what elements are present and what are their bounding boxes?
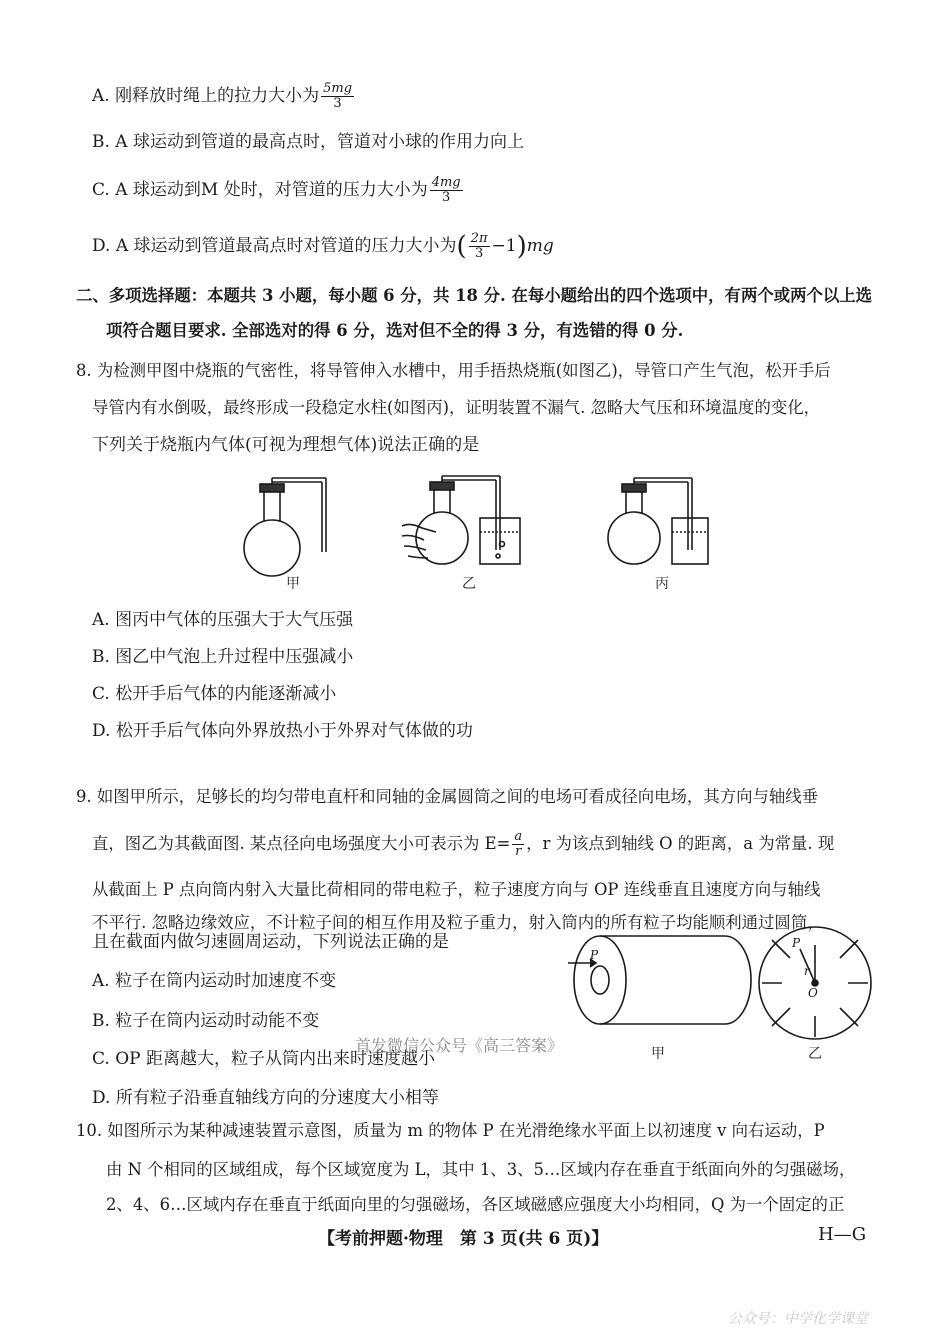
q9-fig-label-yi: 乙 [808,1046,822,1062]
q9-label-r: r [804,964,810,978]
q8-option-b: B. 图乙中气泡上升过程中压强减小 [92,647,354,667]
q7-option-b: B. A 球运动到管道的最高点时，管道对小球的作用力向上 [92,132,524,152]
q7-option-d-text: D. A 球运动到管道最高点时对管道的压力大小为 [92,236,457,256]
q10-stem-line3: 2、4、6…区域内存在垂直于纸面向里的匀强磁场，各区域磁感应强度大小均相同，Q 为一个固定的正 [106,1195,845,1214]
watermark-text: 首发微信公众号《高三答案》 [355,1036,564,1055]
q10-stem-line1: 10. 如图所示为某种减速装置示意图，质量为 m 的物体 P 在光滑绝缘水平面上以初速度 v 向右运动，P [76,1121,825,1140]
q7-option-c-text: C. A 球运动到M 处时，对管道的压力大小为 [92,180,428,200]
section2-heading-line1: 二、多项选择题：本题共 3 小题，每小题 6 分，共 18 分. 在每小题给出的四个选项中，有两个或两个以上选 [76,286,873,305]
q8-flask-bing [608,478,708,564]
q8-stem-line2: 导管内有水倒吸，最终形成一段稳定水柱(如图丙)，证明装置不漏气. 忽略大气压和环境温度的变化， [92,398,821,417]
q8-figure [230,470,710,590]
q7-option-d: D. A 球运动到管道最高点时对管道的压力大小为( $\frac{2\pi}{3}$ −1)mg [92,231,554,262]
q8-stem-line1: 8. 为检测甲图中烧瓶的气密性，将导管伸入水槽中，用手捂热烧瓶(如图乙)，导管口产生气泡，松开手后 [76,361,831,380]
q9-option-b: B. 粒子在筒内运动时动能不变 [92,1011,320,1031]
page-footer-code: H—G [818,1224,867,1245]
q9-stem-line4: 不平行. 忽略边缘效应，不计粒子间的相互作用及粒子重力，射入筒内的所有粒子均能顺利通过圆筒， [92,913,824,932]
q9-figure [560,925,900,1045]
q9-label-o: O [808,986,818,1000]
q9-stem-line1: 9. 如图甲所示，足够长的均匀带电直杆和同轴的金属圆筒之间的电场可看成径向电场，其方向与轴线垂 [76,787,819,806]
q8-fig-label-jia: 甲 [286,576,300,592]
q7-option-a [92,82,356,111]
q9-stem-line5: 且在截面内做匀速圆周运动，下列说法正确的是 [92,932,449,952]
q9-option-d: D. 所有粒子沿垂直轴线方向的分速度大小相等 [92,1088,439,1108]
q7-option-a-text: A. 刚释放时绳上的拉力大小为 [92,86,320,106]
q8-stem-line3: 下列关于烧瓶内气体(可视为理想气体)说法正确的是 [92,435,480,455]
q8-option-a: A. 图丙中气体的压强大于大气压强 [92,610,354,630]
q9-option-c: C. OP 距离越大，粒子从筒内出来时速度越小 [92,1049,435,1069]
corner-watermark: 公众号：中学化学课堂 [728,1311,868,1327]
q9-cross-section [759,927,871,1039]
q9-label-p-section: P [792,936,801,950]
q9-field-fraction: $\frac{a}{r}$ [514,829,523,859]
q9-option-a: A. 粒子在筒内运动时加速度不变 [92,971,337,991]
q8-option-c: C. 松开手后气体的内能逐渐减小 [92,684,337,704]
section2-heading-line2: 项符合题目要求. 全部选对的得 6 分，选对但不全的得 3 分，有选错的得 0 分. [106,321,684,340]
q8-flask-yi [402,476,520,564]
q9-fig-label-jia: 甲 [651,1046,665,1062]
q7-option-a-fraction: $\frac{5mg}{3}$ [323,81,353,111]
q9-label-p-cylinder: P [590,948,599,962]
q10-stem-line2: 由 N 个相同的区域组成，每个区域宽度为 L，其中 1、3、5…区域内存在垂直于纸面向外的匀强磁场， [106,1160,856,1179]
page-footer-center: 【考前押题·物理 第 3 页(共 6 页)】 [318,1229,609,1249]
q7-option-c [92,176,465,205]
q8-flask-jia [244,478,326,576]
q9-stem-line3: 从截面上 P 点向筒内射入大量比荷相同的带电粒子，粒子速度方向与 OP 连线垂直且速度方向与轴线 [92,880,821,899]
q9-stem-line2: 直，图乙为其截面图. 某点径向电场强度大小可表示为 E= $\frac{a}{r}$ ，r 为该点到轴线 O 的距离，a 为常量. 现 [92,829,835,859]
q7-option-c-fraction: $\frac{4mg}{3}$ [431,175,461,205]
q8-option-d: D. 松开手后气体向外界放热小于外界对气体做的功 [92,721,473,741]
q8-fig-label-yi: 乙 [462,576,476,592]
q8-fig-label-bing: 丙 [655,576,669,592]
q7-option-d-fraction: $\frac{2\pi}{3}$ [470,231,488,261]
